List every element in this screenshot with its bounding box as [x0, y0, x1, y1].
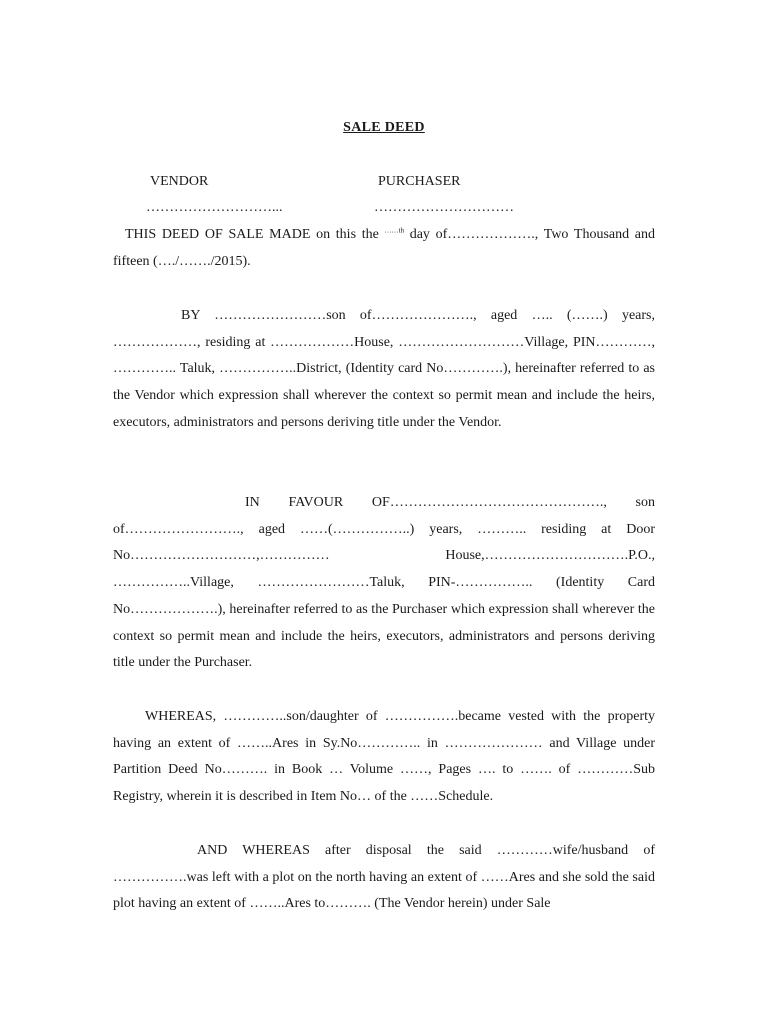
deed-intro-text-b: day of………………., Two Thousand and fifteen (…./……./2015). [113, 227, 656, 269]
and-whereas-paragraph: AND WHEREAS after disposal the said …………wife/husband of …………….was left with a plot on the north having an extent of ……Ares and she sold the said plot having an extent of ……..Ares to………. (The Vendor herein) under Sale [113, 843, 655, 912]
purchaser-label: PURCHASER [378, 174, 461, 189]
deed-intro-paragraph [113, 222, 655, 275]
deed-intro-text-a: THIS DEED OF SALE MADE on this the [125, 227, 379, 242]
vendor-blank: ………………………... [146, 200, 283, 215]
vendor-paragraph: BY ……………………son of…………………., aged ….. (…….) years, ………………, residing at ………………House, ………………………Village, PIN…………, ………….. Taluk, ……………..District, (Identity card No………….), hereinafter referred to as the Vendor which expression shall wherever the context so permit mean and include the heirs, executors, administrators and persons deriving title under the Vendor. [113, 308, 655, 430]
document-title: SALE DEED [343, 120, 425, 135]
vendor-label: VENDOR [150, 174, 209, 189]
whereas-paragraph: WHEREAS, …………..son/daughter of …………….became vested with the property having an extent of ……..Ares in Sy.No………….. in ………………… and Village under Partition Deed No………. in Book … Volume ……, Pages …. to ……. of …………Sub Registry, wherein it is described in Item No… of the ……Schedule. [113, 709, 655, 805]
day-ordinal-superscript: ……th [384, 226, 404, 235]
purchaser-paragraph: IN FAVOUR OF………………………………………., son of……………………., aged ……(……………..) years, ……….. residing at Door No………………………,…………… House,………………………….P.O., ……………..Village, ……………………Taluk, PIN-…………….. (Identity Card No……………….), hereinafter referred to as the Purchaser which expression shall wherever the context so permit mean and include the heirs, executors, administrators and persons deriving title under the Purchaser. [113, 495, 655, 671]
purchaser-blank: ………………………… [374, 200, 514, 215]
